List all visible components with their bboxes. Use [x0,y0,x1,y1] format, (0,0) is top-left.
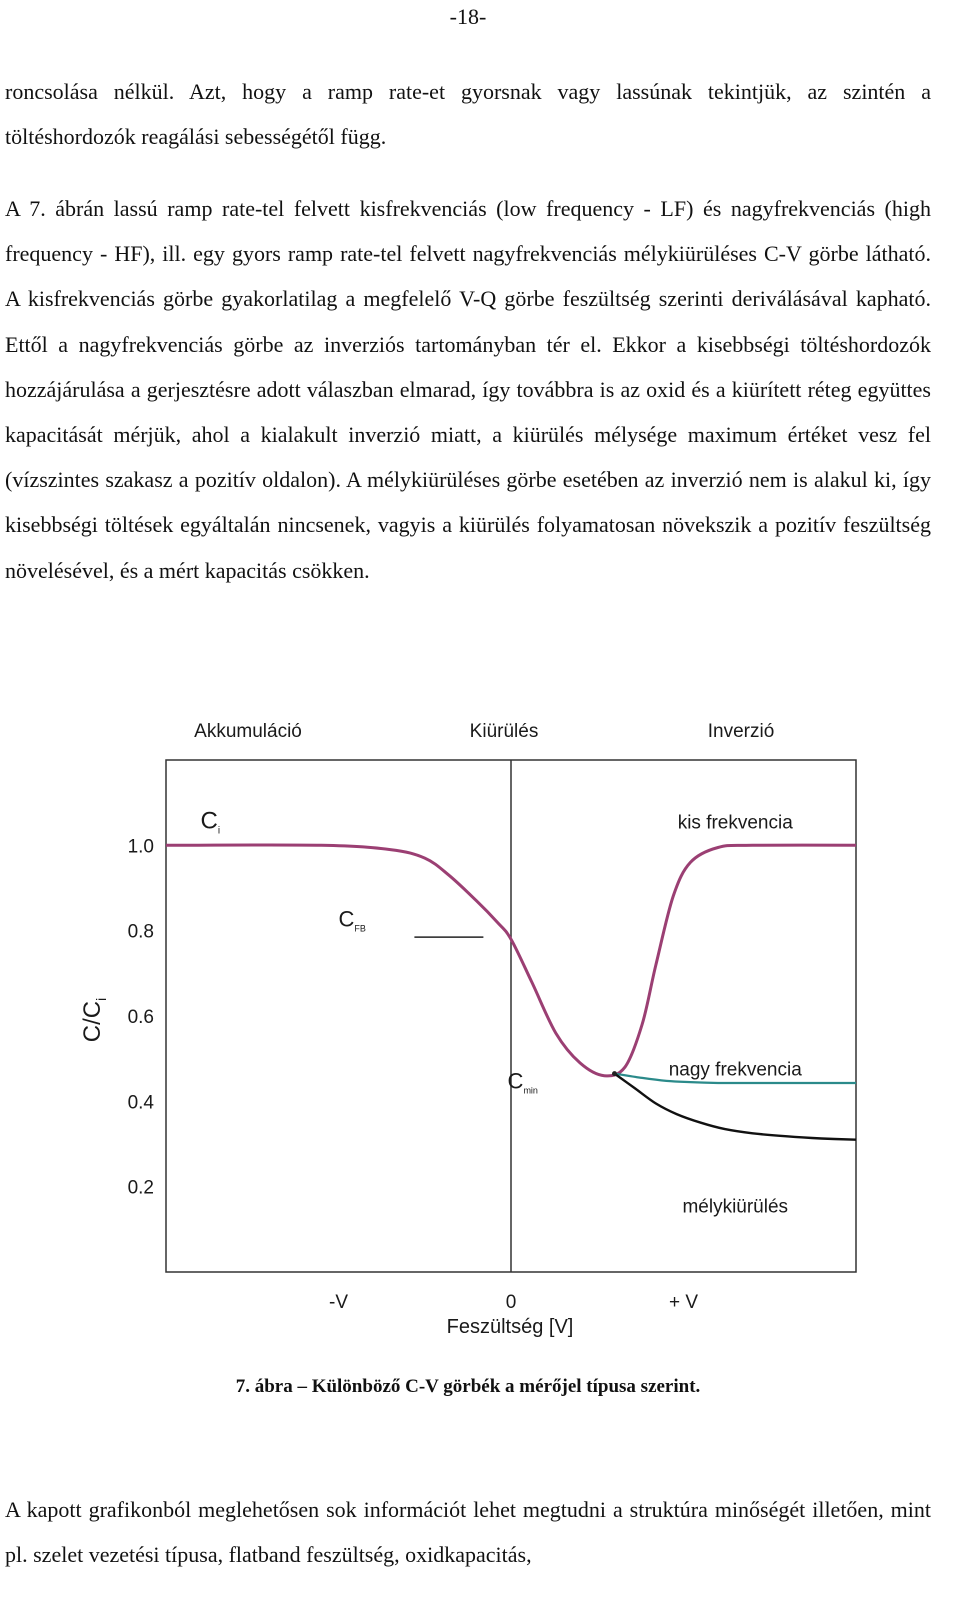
high-frequency-label: nagy frekvencia [668,1059,802,1081]
x-tick-label: + V [668,1292,699,1313]
y-tick-label: 0.4 [127,1092,154,1114]
low-frequency-label: kis frekvencia [677,812,793,834]
y-axis-label-subscript: i [93,997,109,1001]
figure-caption: 7. ábra – Különböző C-V görbék a mérőjel típusa szerint. [235,1376,701,1397]
x-axis-label: Feszültség [V] [446,1316,574,1338]
y-axis-label: $C/C_i$ [79,997,109,1043]
y-tick-label: 1.0 [127,836,154,858]
cmin-point [612,1071,617,1076]
paragraph-intro: roncsolása nélkül. Azt, hogy a ramp rate-et gyorsnak vagy lassúnak tekintjük, az szintén a töltéshordozók reagálási sebességétől függ. [5,79,931,150]
deep-depletion-label: mélykiürülés [682,1196,789,1218]
page-number: -18- [449,4,487,29]
region-label-depletion: Kiürülés [469,721,539,742]
y-tick-label: 0.2 [127,1177,154,1199]
paragraph-conclusion: A kapott grafikonból meglehetősen sok információt lehet megtudni a struktúra minőségét illetően, mint pl. szelet vezetési típusa, flatband feszültség, oxidkapacitás, [5,1497,931,1568]
cv-chart [70,710,890,1350]
x-tick-label: 0 [505,1292,517,1313]
paragraph-cv-curves: A 7. ábrán lassú ramp rate-tel felvett kisfrekvenciás (low frequency - LF) és nagyfrekvenciás (high frequency - HF), ill. egy gyors ramp rate-tel felvett nagyfrekvenciás mélykiürüléses C-V görbe látható. A kisfrekvenciás görbe gyakorlatilag a megfelelő V-Q görbe feszültség szerinti deriválásával kapható. Ettől a nagyfrekvenciás görbe az inverziós tartományban tér el. Ekkor a kisebbségi töltéshordozók hozzájárulása a gerjesztésre adott válaszban elmarad, így továbbra is az oxid és a kiürített réteg együttes kapacitását mérjük, ahol a kialakult inverzió miatt, a kiürülés mélysége maximum értéket vesz fel (vízszintes szakasz a pozitív oldalon). A mélykiürüléses görbe esetében az inverzió nem is alakul ki, így kisebbségi töltések egyáltalán nincsenek, vagyis a kiürülés folyamatosan növekszik a pozitív feszültség növelésével, és a mért kapacitás csökken. [5,196,931,583]
cv-curves-figure [70,710,890,1350]
cmin-annotation: $C_{min}$ [507,1068,538,1096]
x-tick-label: -V [329,1292,348,1313]
y-tick-label: 0.8 [127,921,154,943]
cfb-annotation: $C_{FB}$ [338,906,366,934]
y-tick-label: 0.6 [127,1007,154,1028]
region-label-accumulation: Akkumuláció [194,721,302,742]
ci-annotation: $C_i$ [200,807,221,837]
region-label-inversion: Inverzió [707,721,775,742]
